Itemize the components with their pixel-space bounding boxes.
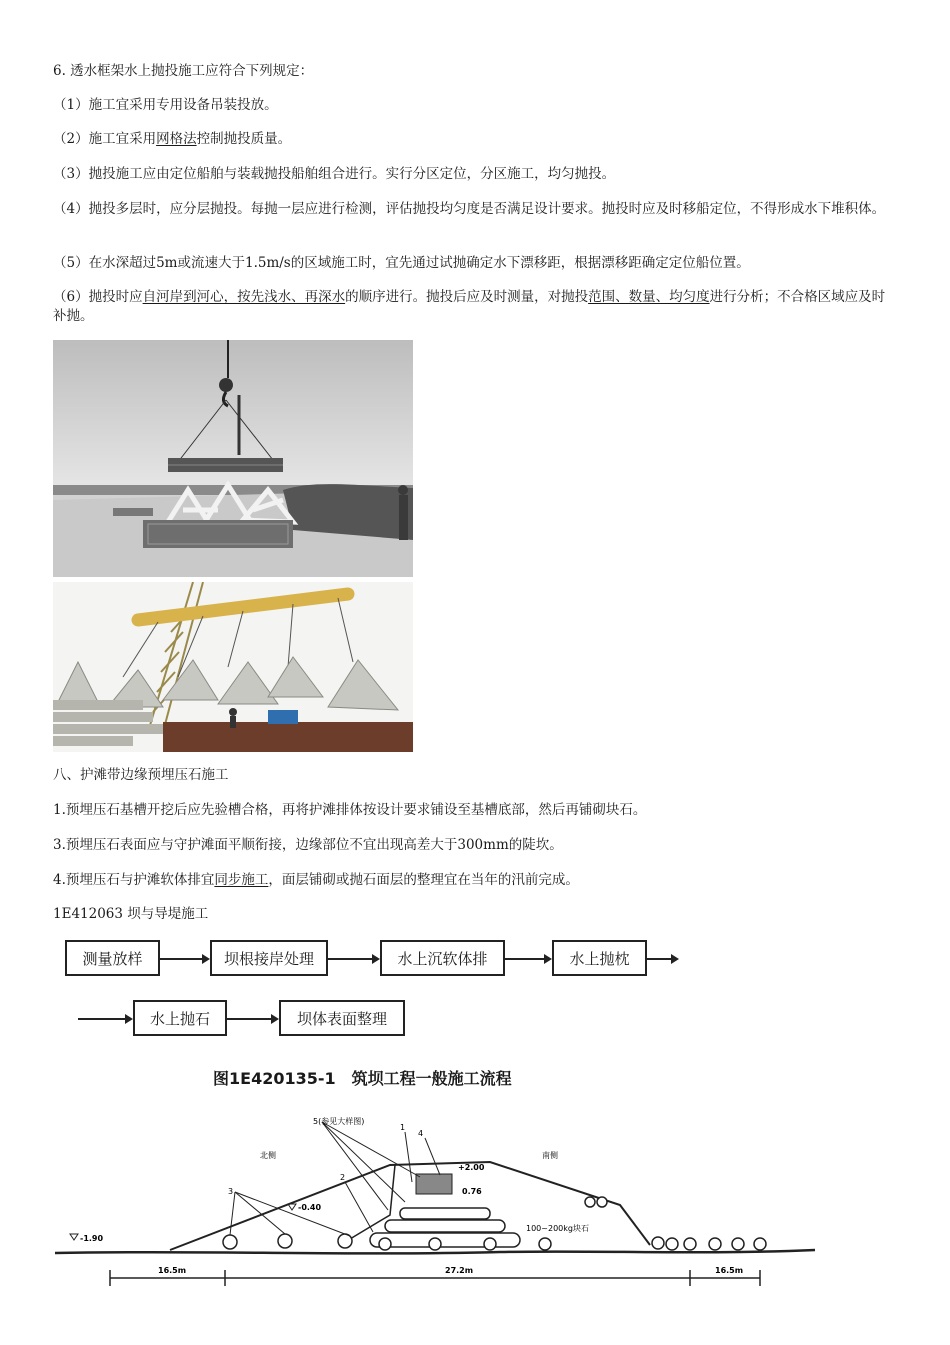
photo-crane-lifting-frames bbox=[53, 340, 413, 577]
section6-item-5: （5）在水深超过5m或流速大于1.5m/s的区域施工时，宜先通过试抛确定水下漂移距，根据漂移距确定定位船位置。 bbox=[53, 255, 750, 271]
flow-arrow bbox=[160, 958, 208, 960]
dim-north: 16.5m bbox=[158, 1266, 187, 1275]
section6-item-6: （6）抛投时应自河岸到河心，按先浅水、再深水的顺序进行。抛投后应及时测量，对抛投范围、数量、均匀度进行分析；不合格区域应及时补抛。 bbox=[53, 289, 886, 324]
dam-cross-section bbox=[50, 1110, 830, 1310]
flow-step-pillow: 水上抛枕 bbox=[552, 940, 647, 976]
section6-title: 6. 透水框架水上抛投施工应符合下列规定： bbox=[53, 63, 314, 79]
section8-item-3: 3.预埋压石表面应与守护滩面平顺衔接，边缘部位不宜出现高差大于300mm的陡坎。 bbox=[53, 837, 563, 853]
section8-title: 八、护滩带边缘预埋压石施工 bbox=[53, 767, 229, 783]
section6-item-4: （4）抛投多层时，应分层抛投。每抛一层应进行检测，评估抛投均匀度是否满足设计要求。抛投时应及时移船定位，不得形成水下堆积体。 bbox=[53, 201, 886, 217]
block-note: 100~200kg块石 bbox=[526, 1224, 589, 1233]
flow-step-mattress: 水上沉软体排 bbox=[380, 940, 505, 976]
section8-item-4: 4.预埋压石与护滩软体排宜同步施工，面层铺砌或抛石面层的整理宜在当年的汛前完成。 bbox=[53, 872, 579, 888]
flow-arrow bbox=[505, 958, 550, 960]
flow-arrow bbox=[647, 958, 677, 960]
elevation-top: +2.00 bbox=[458, 1163, 485, 1172]
detail-note: 5(参见大样图) bbox=[313, 1117, 365, 1126]
elevation-water-low: -1.90 bbox=[80, 1234, 104, 1243]
callout-2: 2 bbox=[340, 1173, 346, 1182]
elevation-water-high: -0.40 bbox=[298, 1203, 322, 1212]
flow-step-dam-root: 坝根接岸处理 bbox=[210, 940, 328, 976]
dim-center: 27.2m bbox=[445, 1266, 474, 1275]
flow-step-riprap: 水上抛石 bbox=[133, 1000, 227, 1036]
section6-item-1: （1）施工宜采用专用设备吊装投放。 bbox=[53, 97, 278, 113]
callout-3: 4 bbox=[418, 1129, 424, 1138]
figure-caption: 图1E420135-1 筑坝工程一般施工流程 bbox=[213, 1069, 512, 1088]
flow-arrow bbox=[227, 1018, 277, 1020]
callout-4: 3 bbox=[228, 1187, 234, 1196]
section6-item-2: （2）施工宜采用网格法控制抛投质量。 bbox=[53, 131, 292, 147]
south-side-label: 南侧 bbox=[542, 1151, 558, 1160]
callout-1: 1 bbox=[400, 1123, 406, 1132]
section6-item-3: （3）抛投施工应由定位船舶与装载抛投船舶组合进行。实行分区定位，分区施工，均匀抛投。 bbox=[53, 166, 616, 182]
elevation-berm: 0.76 bbox=[462, 1187, 482, 1196]
north-side-label: 北侧 bbox=[260, 1151, 276, 1160]
flow-arrow bbox=[328, 958, 378, 960]
code-heading: 1E412063 坝与导堤施工 bbox=[53, 906, 209, 922]
flow-arrow bbox=[78, 1018, 131, 1020]
flow-step-surface: 坝体表面整理 bbox=[279, 1000, 405, 1036]
dim-south: 16.5m bbox=[715, 1266, 744, 1275]
photo-concrete-tetrahedra-lifting bbox=[53, 582, 413, 752]
flow-step-survey: 测量放样 bbox=[65, 940, 160, 976]
section8-item-1: 1.预埋压石基槽开挖后应先验槽合格，再将护滩排体按设计要求铺设至基槽底部，然后再铺砌块石。 bbox=[53, 802, 647, 818]
